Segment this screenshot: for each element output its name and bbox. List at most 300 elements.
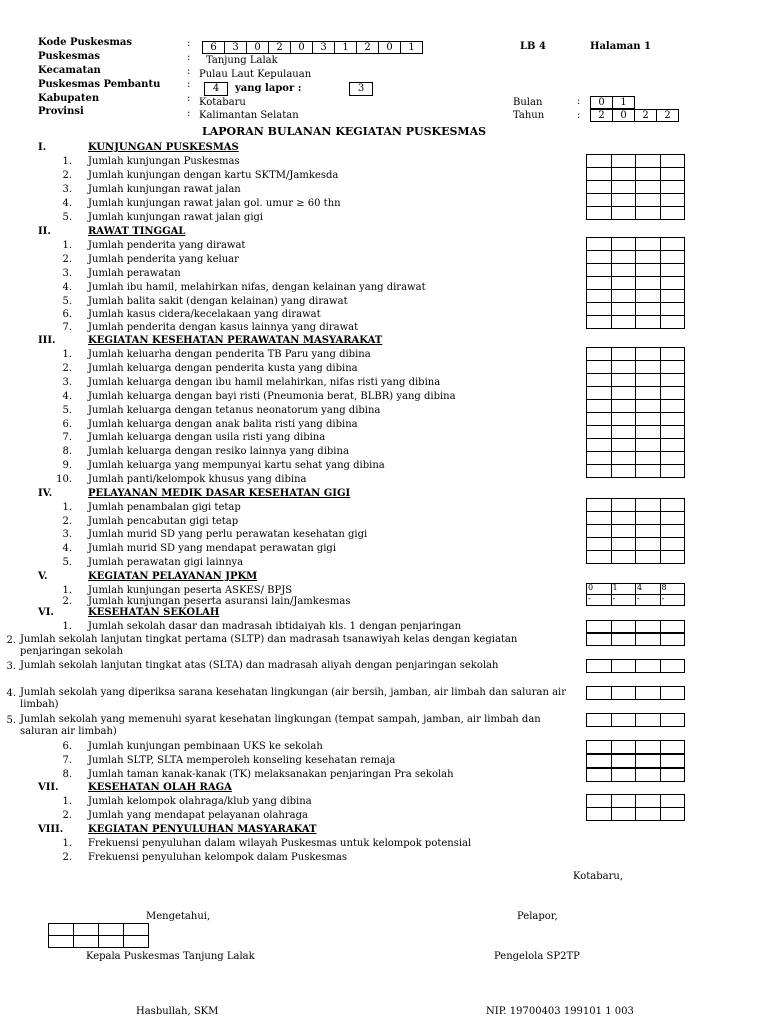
value-cell [587, 290, 612, 303]
item-number: 8. [62, 769, 72, 780]
value-cell [661, 755, 686, 768]
yang-lapor-label: yang lapor : [235, 83, 302, 94]
value-cell [661, 413, 686, 426]
value-cell [636, 512, 661, 525]
value-cell [661, 512, 686, 525]
value-cell [661, 238, 686, 251]
value-cell [74, 924, 99, 936]
signer-name: Hasbullah, SKM [136, 1006, 219, 1017]
value-cell [612, 499, 637, 512]
item-number: 3. [62, 377, 72, 388]
item-number: 5. [62, 212, 72, 223]
item-number: 4. [6, 688, 16, 699]
value-cell [661, 251, 686, 264]
item-number: 7. [62, 755, 72, 766]
value-cell [661, 633, 686, 646]
value-grid-s4 [586, 498, 685, 564]
footer-grid [48, 923, 149, 948]
colon: : [577, 110, 581, 121]
value-cell [636, 687, 661, 700]
value-cell [636, 290, 661, 303]
value-cell [636, 426, 661, 439]
kode-digit: 0 [291, 42, 313, 53]
value-cell [636, 413, 661, 426]
item-number: 4. [62, 391, 72, 402]
list-item: Jumlah kunjungan peserta ASKES/ BPJS [88, 585, 293, 596]
tahun-label: Tahun [513, 110, 545, 121]
value-cell [636, 387, 661, 400]
value-cell [612, 251, 637, 264]
list-item: Jumlah yang mendapat pelayanan olahraga [88, 810, 308, 821]
value-grid-s6-3 [586, 659, 685, 673]
section-title-kesehatan-gigi: PELAYANAN MEDIK DASAR KESEHATAN GIGI [88, 488, 351, 499]
value-cell [99, 936, 124, 948]
value-cell [661, 795, 686, 808]
value-cell [612, 238, 637, 251]
halaman-label: Halaman 1 [590, 41, 651, 52]
value-cell [661, 194, 686, 207]
item-number: 10. [56, 474, 72, 485]
item-number: 9. [62, 460, 72, 471]
item-number: 5. [62, 557, 72, 568]
value-cell [636, 439, 661, 452]
list-item: Jumlah keluarga dengan resiko lainnya yang dibina [88, 446, 349, 457]
section-title-penyuluhan: KEGIATAN PENYULUHAN MASYARAKAT [88, 824, 317, 835]
list-item: Jumlah taman kanak-kanak (TK) melaksanakan penjaringan Pra sekolah [88, 769, 454, 780]
list-item: Jumlah sekolah lanjutan tingkat atas (SLTA) dan madrasah aliyah dengan penjaringan sekolah [20, 660, 499, 671]
value-cell [587, 316, 612, 329]
kode-digit: 0 [247, 42, 269, 53]
value-cell [661, 361, 686, 374]
kecamatan-label: Kecamatan [38, 65, 101, 76]
section-roman: VI. [38, 607, 54, 618]
value-cell [636, 168, 661, 181]
value-cell [661, 499, 686, 512]
list-item: Jumlah perawatan [88, 268, 181, 279]
value-cell [661, 207, 686, 220]
page-title: LAPORAN BULANAN KEGIATAN PUSKESMAS [202, 125, 487, 138]
jpkm-cell: 4 [636, 584, 661, 595]
value-cell [661, 551, 686, 564]
item-number: 4. [62, 198, 72, 209]
kecamatan-value: Pulau Laut Kepulauan [199, 69, 312, 80]
list-item: Jumlah penderita dengan kasus lainnya yang dirawat [88, 322, 359, 333]
item-number: 1. [62, 585, 72, 596]
value-cell [636, 155, 661, 168]
value-cell [661, 264, 686, 277]
item-number: 3. [6, 661, 16, 672]
jpkm-cell: - [661, 595, 686, 606]
value-cell [587, 426, 612, 439]
value-cell [661, 348, 686, 361]
kode-digit: 3 [225, 42, 247, 53]
value-cell [612, 769, 637, 782]
bulan-digit: 0 [591, 97, 613, 108]
item-number: 1. [62, 838, 72, 849]
value-grid-s6-7 [586, 754, 685, 768]
value-cell [661, 290, 686, 303]
list-item: Jumlah kunjungan dengan kartu SKTM/Jamkesda [88, 170, 339, 181]
value-cell [99, 924, 124, 936]
item-number: 2. [62, 170, 72, 181]
list-item: Jumlah penambalan gigi tetap [88, 502, 241, 513]
pelapor-label: Pelapor, [517, 911, 558, 922]
value-cell [612, 465, 637, 478]
kepala-label: Kepala Puskesmas Tanjung Lalak [86, 951, 255, 962]
item-number: 6. [62, 741, 72, 752]
value-cell [612, 633, 637, 646]
value-cell [587, 439, 612, 452]
kode-digit: 1 [335, 42, 357, 53]
kode-digit: 0 [379, 42, 401, 53]
value-cell [587, 538, 612, 551]
item-number: 1. [62, 502, 72, 513]
list-item: Jumlah panti/kelompok khusus yang dibina [88, 474, 307, 485]
value-cell [661, 452, 686, 465]
item-number: 7. [62, 322, 72, 333]
list-item: Jumlah keluarha dengan penderita TB Paru yang dibina [88, 349, 371, 360]
value-cell [636, 660, 661, 673]
value-cell [636, 769, 661, 782]
value-grid-s6-4 [586, 686, 685, 700]
value-cell [661, 426, 686, 439]
value-cell [612, 795, 637, 808]
item-number: 5. [62, 405, 72, 416]
colon: : [187, 108, 191, 119]
list-item: Jumlah perawatan gigi lainnya [88, 557, 244, 568]
value-cell [612, 808, 637, 821]
list-item: Jumlah pencabutan gigi tetap [88, 516, 239, 527]
value-cell [587, 238, 612, 251]
section-title-jpkm: KEGIATAN PELAYANAN JPKM [88, 571, 258, 582]
list-item: Jumlah kunjungan rawat jalan gol. umur ≥ 60 thn [88, 198, 341, 209]
value-cell [661, 303, 686, 316]
value-cell [636, 465, 661, 478]
pembantu-label: Puskesmas Pembantu [38, 79, 161, 90]
list-item: Frekuensi penyuluhan dalam wilayah Puskesmas untuk kelompok potensial [88, 838, 472, 849]
item-number: 2. [62, 363, 72, 374]
value-cell [612, 741, 637, 754]
value-cell [587, 808, 612, 821]
list-item: Jumlah sekolah yang diperiksa sarana kesehatan lingkungan (air bersih, jamban, air limbah dan saluran air limbah) [20, 687, 567, 710]
value-cell [587, 374, 612, 387]
value-cell [587, 512, 612, 525]
value-cell [612, 277, 637, 290]
value-cell [661, 741, 686, 754]
value-cell [587, 168, 612, 181]
item-number: 1. [62, 349, 72, 360]
value-cell [636, 251, 661, 264]
list-item: Jumlah kunjungan rawat jalan gigi [88, 212, 264, 223]
value-cell [587, 714, 612, 727]
value-cell [636, 303, 661, 316]
value-cell [587, 387, 612, 400]
value-cell [661, 769, 686, 782]
list-item: Jumlah kasus cidera/kecelakaan yang dirawat [88, 309, 321, 320]
jpkm-cell: 8 [661, 584, 686, 595]
section-title-rawat-tinggal: RAWAT TINGGAL [88, 226, 186, 237]
value-cell [612, 687, 637, 700]
value-cell [587, 155, 612, 168]
tahun-digit: 2 [664, 110, 671, 121]
kode-digit: 2 [269, 42, 291, 53]
provinsi-label: Provinsi [38, 106, 84, 117]
value-cell [661, 168, 686, 181]
colon: : [187, 38, 191, 49]
item-number: 8. [62, 446, 72, 457]
section-roman: II. [38, 226, 51, 237]
value-cell [612, 413, 637, 426]
value-cell [661, 155, 686, 168]
value-cell [612, 551, 637, 564]
value-cell [587, 277, 612, 290]
value-grid-s6-8 [586, 768, 685, 782]
kode-puskesmas-digits [202, 41, 423, 54]
value-cell [612, 348, 637, 361]
value-cell [587, 251, 612, 264]
value-cell [612, 207, 637, 220]
list-item: Jumlah balita sakit (dengan kelainan) yang dirawat [88, 296, 348, 307]
value-cell [636, 795, 661, 808]
kode-digit: 1 [408, 42, 415, 53]
list-item: Jumlah penderita yang keluar [88, 254, 239, 265]
value-cell [636, 633, 661, 646]
item-number: 3. [62, 184, 72, 195]
value-cell [612, 194, 637, 207]
value-cell [636, 207, 661, 220]
value-cell [636, 194, 661, 207]
item-number: 2. [62, 810, 72, 821]
value-cell [124, 924, 149, 936]
value-grid-s6-5 [586, 713, 685, 727]
value-grid-s7 [586, 794, 685, 821]
section-title-kunjungan: KUNJUNGAN PUSKESMAS [88, 142, 239, 153]
item-number: 4. [62, 282, 72, 293]
value-cell [612, 361, 637, 374]
section-roman: IV. [38, 488, 53, 499]
colon: : [187, 52, 191, 63]
value-cell [636, 741, 661, 754]
jpkm-cell: - [636, 595, 661, 606]
bulan-digits [590, 96, 635, 109]
value-cell [636, 264, 661, 277]
value-cell [661, 316, 686, 329]
item-number: 7. [62, 432, 72, 443]
value-grid-s3 [586, 347, 685, 478]
value-cell [587, 303, 612, 316]
mengetahui-label: Mengetahui, [146, 911, 211, 922]
jpkm-cell: - [612, 595, 637, 606]
item-number: 1. [62, 621, 72, 632]
value-cell [661, 439, 686, 452]
list-item: Jumlah keluarga dengan bayi risti (Pneumonia berat, BLBR) yang dibina [88, 391, 456, 402]
list-item: Jumlah ibu hamil, melahirkan nifas, dengan kelainan yang dirawat [88, 282, 426, 293]
value-cell [661, 387, 686, 400]
colon: : [187, 66, 191, 77]
list-item: Jumlah keluarga dengan ibu hamil melahirkan, nifas risti yang dibina [88, 377, 441, 388]
section-title-perawatan-masyarakat: KEGIATAN KESEHATAN PERAWATAN MASYARAKAT [88, 335, 383, 346]
value-cell [636, 538, 661, 551]
value-cell [636, 755, 661, 768]
colon: : [577, 96, 581, 107]
value-cell [587, 660, 612, 673]
kode-digit: 2 [357, 42, 379, 53]
value-cell [587, 207, 612, 220]
value-cell [612, 538, 637, 551]
pembantu-value: 4 [204, 82, 228, 96]
item-number: 2. [62, 596, 72, 607]
colon: : [187, 79, 191, 90]
item-number: 1. [62, 240, 72, 251]
value-cell [587, 400, 612, 413]
kode-digit: 3 [313, 42, 335, 53]
list-item: Jumlah murid SD yang mendapat perawatan gigi [88, 543, 337, 554]
list-item: Jumlah kelompok olahraga/klub yang dibina [88, 796, 312, 807]
value-cell [612, 439, 637, 452]
value-cell [612, 290, 637, 303]
value-cell [636, 452, 661, 465]
value-cell [587, 795, 612, 808]
provinsi-value: Kalimantan Selatan [199, 110, 299, 121]
value-cell [587, 525, 612, 538]
item-number: 3. [62, 268, 72, 279]
list-item: Jumlah keluarga dengan tetanus neonatorum yang dibina [88, 405, 381, 416]
value-cell [661, 277, 686, 290]
value-cell [587, 194, 612, 207]
item-number: 5. [62, 296, 72, 307]
tahun-digit: 2 [635, 110, 657, 121]
value-cell [587, 361, 612, 374]
list-item: Jumlah keluarga dengan anak balita risti yang dibina [88, 419, 358, 430]
value-cell [612, 452, 637, 465]
item-number: 4. [62, 543, 72, 554]
item-number: 2. [62, 852, 72, 863]
value-cell [612, 512, 637, 525]
value-cell [636, 277, 661, 290]
tahun-digits [590, 109, 679, 122]
value-cell [612, 316, 637, 329]
list-item: Jumlah keluarga dengan penderita kusta yang dibina [88, 363, 358, 374]
value-cell [587, 769, 612, 782]
value-cell [612, 387, 637, 400]
list-item: Jumlah kunjungan Puskesmas [88, 156, 240, 167]
value-cell [612, 168, 637, 181]
list-item: Jumlah kunjungan rawat jalan [88, 184, 241, 195]
list-item: Jumlah keluarga yang mempunyai kartu sehat yang dibina [88, 460, 385, 471]
value-cell [661, 687, 686, 700]
list-item: Frekuensi penyuluhan kelompok dalam Puskesmas [88, 852, 348, 863]
value-cell [49, 924, 74, 936]
list-item: Jumlah sekolah dasar dan madrasah ibtidaiyah kls. 1 dengan penjaringan [88, 621, 462, 632]
value-cell [587, 499, 612, 512]
value-cell [636, 400, 661, 413]
value-cell [636, 181, 661, 194]
item-number: 5. [6, 715, 16, 726]
item-number: 6. [62, 419, 72, 430]
tahun-digit: 0 [613, 110, 635, 121]
value-cell [636, 808, 661, 821]
value-cell [612, 525, 637, 538]
value-cell [587, 687, 612, 700]
value-cell [636, 499, 661, 512]
value-cell [49, 936, 74, 948]
value-cell [661, 538, 686, 551]
item-number: 2. [6, 635, 16, 646]
value-cell [587, 452, 612, 465]
bulan-digit: 1 [620, 97, 627, 108]
puskesmas-label: Puskesmas [38, 51, 101, 62]
value-grid-s6-6 [586, 740, 685, 754]
value-cell [612, 660, 637, 673]
kode-puskesmas-label: Kode Puskesmas [38, 37, 133, 48]
value-cell [612, 714, 637, 727]
value-cell [661, 808, 686, 821]
yang-lapor-value: 3 [349, 82, 373, 96]
colon: : [187, 93, 191, 104]
value-cell [587, 741, 612, 754]
value-cell [612, 181, 637, 194]
value-cell [612, 374, 637, 387]
section-title-kesehatan-sekolah: KESEHATAN SEKOLAH [88, 607, 220, 618]
pengelola-label: Pengelola SP2TP [494, 951, 580, 962]
value-cell [587, 551, 612, 564]
value-cell [587, 348, 612, 361]
value-cell [661, 181, 686, 194]
value-cell [587, 181, 612, 194]
section-roman: I. [38, 142, 47, 153]
list-item: Jumlah murid SD yang perlu perawatan kesehatan gigi [88, 529, 368, 540]
value-cell [636, 238, 661, 251]
jpkm-cell: - [587, 595, 612, 606]
nip-label: NIP. 19700403 199101 1 003 [486, 1006, 634, 1017]
value-cell [612, 400, 637, 413]
item-number: 2. [62, 254, 72, 265]
list-item: Jumlah sekolah yang memenuhi syarat kesehatan lingkungan (tempat sampah, jamban, air limbah dan saluran air limbah) [20, 714, 541, 737]
kode-digit: 6 [203, 42, 225, 53]
value-cell [661, 714, 686, 727]
jpkm-cell: 0 [587, 584, 612, 595]
value-cell [661, 525, 686, 538]
value-cell [636, 525, 661, 538]
tahun-digit: 2 [591, 110, 613, 121]
value-cell [636, 714, 661, 727]
jpkm-cell: 1 [612, 584, 637, 595]
lb-label: LB 4 [520, 41, 546, 52]
value-cell [661, 400, 686, 413]
section-roman: VII. [38, 782, 59, 793]
list-item: Jumlah kunjungan peserta asuransi lain/Jamkesmas [88, 596, 351, 607]
value-cell [636, 348, 661, 361]
value-cell [612, 264, 637, 277]
value-cell [74, 936, 99, 948]
value-cell [587, 465, 612, 478]
list-item: Jumlah SLTP, SLTA memperoleh konseling kesehatan remaja [88, 755, 396, 766]
section-roman: VIII. [38, 824, 64, 835]
item-number: 2. [62, 516, 72, 527]
value-cell [661, 465, 686, 478]
section-title-olah-raga: KESEHATAN OLAH RAGA [88, 782, 232, 793]
value-cell [612, 155, 637, 168]
value-cell [636, 316, 661, 329]
value-cell [661, 374, 686, 387]
value-cell [124, 936, 149, 948]
value-cell [587, 413, 612, 426]
list-item: Jumlah penderita yang dirawat [88, 240, 246, 251]
value-cell [587, 633, 612, 646]
list-item: Jumlah kunjungan pembinaan UKS ke sekolah [88, 741, 323, 752]
value-cell [636, 361, 661, 374]
value-grid-s1 [586, 154, 685, 220]
